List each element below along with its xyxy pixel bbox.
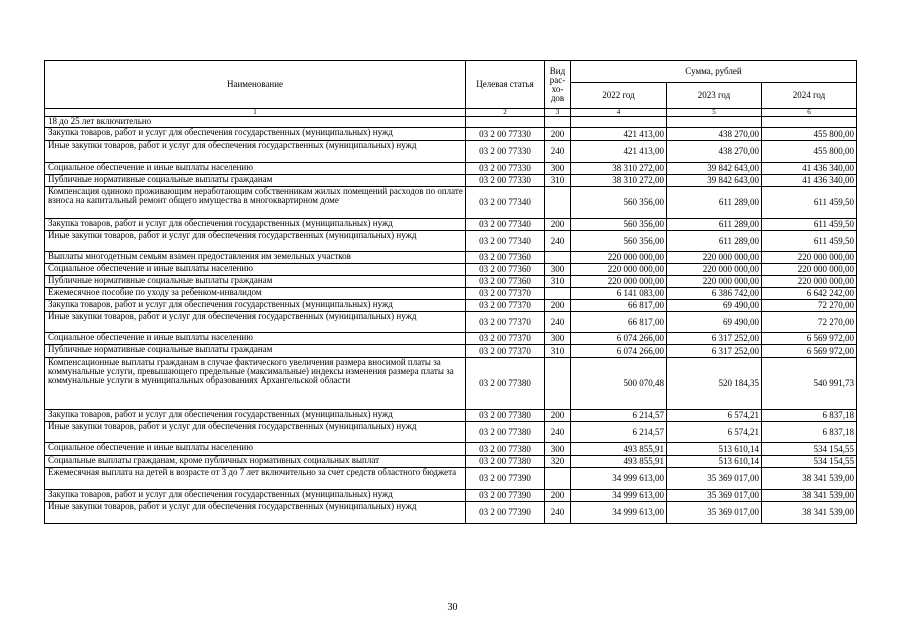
row-name: Выплаты многодетным семьям взамен предоставления им земельных участков <box>45 252 466 264</box>
row-name: 18 до 25 лет включительно <box>45 117 466 128</box>
table-row <box>45 468 857 490</box>
row-expense-type: 310 <box>545 345 571 358</box>
row-sum-2023: 6 574,21 <box>667 422 762 443</box>
row-sum-2024: 220 000 000,00 <box>762 252 857 264</box>
row-sum-2024: 38 341 539,00 <box>762 490 857 502</box>
row-name: Социальное обеспечение и иные выплаты населению <box>45 443 466 456</box>
table-row <box>45 141 857 163</box>
row-name: Публичные нормативные социальные выплаты гражданам <box>45 276 466 288</box>
row-expense-type <box>545 468 571 490</box>
row-name: Закупка товаров, работ и услуг для обеспечения государственных (муниципальных) нужд <box>45 490 466 502</box>
row-expense-type: 320 <box>545 456 571 468</box>
row-sum-2023: 6 574,21 <box>667 410 762 422</box>
row-name: Компенсация одиноко проживающим неработающим собственникам жилых помещений расходов по оплате взноса на капитальный ремонт общего имущества в многоквартирном доме <box>45 187 466 219</box>
row-sum-2024: 220 000 000,00 <box>762 264 857 276</box>
row-name: Иные закупки товаров, работ и услуг для обеспечения государственных (муниципальных) нужд <box>45 312 466 333</box>
row-sum-2022: 220 000 000,00 <box>571 264 667 276</box>
row-sum-2024: 6 837,18 <box>762 422 857 443</box>
row-expense-type <box>545 252 571 264</box>
table-row <box>45 300 857 312</box>
row-name: Социальное обеспечение и иные выплаты населению <box>45 163 466 175</box>
row-name: Ежемесячная выплата на детей в возрасте от 3 до 7 лет включительно за счет средств областного бюджета <box>45 468 466 490</box>
row-sum-2023: 513 610,14 <box>667 456 762 468</box>
row-sum-2023: 39 842 643,00 <box>667 175 762 187</box>
row-sum-2024: 72 270,00 <box>762 312 857 333</box>
column-index: 2 <box>466 109 545 117</box>
row-sum-2024: 220 000 000,00 <box>762 276 857 288</box>
row-sum-2024: 611 459,50 <box>762 231 857 252</box>
row-target-article: 03 2 00 77340 <box>466 219 545 231</box>
table-row <box>45 312 857 333</box>
row-target-article: 03 2 00 77330 <box>466 141 545 163</box>
table-row <box>45 456 857 468</box>
row-sum-2022: 6 214,57 <box>571 422 667 443</box>
row-expense-type: 200 <box>545 300 571 312</box>
column-index-row <box>45 109 857 117</box>
row-expense-type: 240 <box>545 422 571 443</box>
row-target-article: 03 2 00 77360 <box>466 264 545 276</box>
table-row <box>45 443 857 456</box>
row-expense-type: 200 <box>545 219 571 231</box>
row-sum-2022: 493 855,91 <box>571 456 667 468</box>
row-sum-2023: 611 289,00 <box>667 219 762 231</box>
table-row <box>45 502 857 524</box>
row-name: Иные закупки товаров, работ и услуг для обеспечения государственных (муниципальных) нужд <box>45 422 466 443</box>
row-expense-type: 300 <box>545 163 571 175</box>
row-sum-2022: 34 999 613,00 <box>571 490 667 502</box>
header-year-2022: 2022 год <box>571 83 667 109</box>
row-target-article: 03 2 00 77390 <box>466 468 545 490</box>
row-expense-type: 310 <box>545 175 571 187</box>
row-sum-2023 <box>667 117 762 128</box>
row-sum-2022: 560 356,00 <box>571 231 667 252</box>
column-index: 6 <box>762 109 857 117</box>
row-sum-2023: 513 610,14 <box>667 443 762 456</box>
table-row <box>45 252 857 264</box>
row-name: Закупка товаров, работ и услуг для обеспечения государственных (муниципальных) нужд <box>45 410 466 422</box>
row-target-article: 03 2 00 77330 <box>466 163 545 175</box>
table-row <box>45 175 857 187</box>
row-sum-2023: 611 289,00 <box>667 231 762 252</box>
header-target-article: Целевая статья <box>466 61 545 109</box>
row-sum-2022: 38 310 272,00 <box>571 163 667 175</box>
row-target-article: 03 2 00 77330 <box>466 175 545 187</box>
row-sum-2022: 6 074 266,00 <box>571 333 667 345</box>
row-expense-type: 240 <box>545 231 571 252</box>
row-sum-2023: 35 369 017,00 <box>667 502 762 524</box>
table-row <box>45 163 857 175</box>
row-expense-type: 310 <box>545 276 571 288</box>
row-sum-2023: 6 386 742,00 <box>667 288 762 300</box>
row-target-article: 03 2 00 77370 <box>466 345 545 358</box>
row-sum-2024: 6 837,18 <box>762 410 857 422</box>
row-sum-2022: 560 356,00 <box>571 187 667 219</box>
row-sum-2023: 220 000 000,00 <box>667 252 762 264</box>
row-sum-2024: 41 436 340,00 <box>762 175 857 187</box>
row-target-article: 03 2 00 77380 <box>466 358 545 410</box>
header-year-2023: 2023 год <box>667 83 762 109</box>
table-row <box>45 410 857 422</box>
row-sum-2022: 560 356,00 <box>571 219 667 231</box>
row-sum-2024: 41 436 340,00 <box>762 163 857 175</box>
row-expense-type <box>545 187 571 219</box>
row-sum-2023: 220 000 000,00 <box>667 264 762 276</box>
table-row <box>45 358 857 410</box>
row-sum-2024: 6 569 972,00 <box>762 345 857 358</box>
row-sum-2023: 6 317 252,00 <box>667 345 762 358</box>
column-index: 5 <box>667 109 762 117</box>
row-sum-2023: 6 317 252,00 <box>667 333 762 345</box>
row-name: Иные закупки товаров, работ и услуг для обеспечения государственных (муниципальных) нужд <box>45 502 466 524</box>
row-expense-type <box>545 117 571 128</box>
row-expense-type: 240 <box>545 502 571 524</box>
row-sum-2023: 39 842 643,00 <box>667 163 762 175</box>
row-name: Публичные нормативные социальные выплаты гражданам <box>45 175 466 187</box>
row-target-article: 03 2 00 77340 <box>466 187 545 219</box>
row-sum-2022: 6 141 083,00 <box>571 288 667 300</box>
row-target-article: 03 2 00 77390 <box>466 490 545 502</box>
row-sum-2024: 455 800,00 <box>762 141 857 163</box>
row-sum-2023: 438 270,00 <box>667 141 762 163</box>
table-body <box>45 117 857 524</box>
table-row <box>45 288 857 300</box>
row-target-article: 03 2 00 77360 <box>466 276 545 288</box>
row-name: Иные закупки товаров, работ и услуг для обеспечения государственных (муниципальных) нужд <box>45 231 466 252</box>
table-row <box>45 276 857 288</box>
row-name: Ежемесячное пособие по уходу за ребенком-инвалидом <box>45 288 466 300</box>
row-target-article: 03 2 00 77370 <box>466 333 545 345</box>
row-sum-2022: 493 855,91 <box>571 443 667 456</box>
row-name: Социальное обеспечение и иные выплаты населению <box>45 264 466 276</box>
row-sum-2024: 611 459,50 <box>762 219 857 231</box>
row-sum-2023: 69 490,00 <box>667 312 762 333</box>
row-sum-2024: 38 341 539,00 <box>762 502 857 524</box>
header-sum: Сумма, рублей <box>571 61 857 83</box>
page-number: 30 <box>447 602 458 613</box>
table-row <box>45 345 857 358</box>
row-target-article: 03 2 00 77380 <box>466 410 545 422</box>
table-row <box>45 264 857 276</box>
row-sum-2022: 66 817,00 <box>571 312 667 333</box>
row-sum-2022: 6 214,57 <box>571 410 667 422</box>
header-year-2024: 2024 год <box>762 83 857 109</box>
row-sum-2023: 220 000 000,00 <box>667 276 762 288</box>
row-target-article: 03 2 00 77370 <box>466 312 545 333</box>
row-target-article: 03 2 00 77370 <box>466 300 545 312</box>
row-sum-2023: 35 369 017,00 <box>667 490 762 502</box>
row-sum-2023: 438 270,00 <box>667 128 762 141</box>
row-expense-type: 240 <box>545 312 571 333</box>
row-sum-2022: 421 413,00 <box>571 128 667 141</box>
row-sum-2022: 421 413,00 <box>571 141 667 163</box>
row-sum-2024: 540 991,73 <box>762 358 857 410</box>
row-name: Публичные нормативные социальные выплаты гражданам <box>45 345 466 358</box>
table-header <box>45 61 857 117</box>
row-sum-2024: 6 569 972,00 <box>762 333 857 345</box>
column-index: 1 <box>45 109 466 117</box>
row-expense-type: 300 <box>545 333 571 345</box>
row-sum-2023: 35 369 017,00 <box>667 468 762 490</box>
row-sum-2022: 34 999 613,00 <box>571 502 667 524</box>
row-expense-type: 200 <box>545 410 571 422</box>
row-name: Компенсационные выплаты гражданам в случае фактического увеличения размера вносимой платы за коммунальные услуги, превышающего предельные (максимальные) индексы изменения размера платы за коммунальные услуги в муниципальных образованиях Архангельской области <box>45 358 466 410</box>
row-target-article <box>466 117 545 128</box>
row-name: Социальные выплаты гражданам, кроме публичных нормативных социальных выплат <box>45 456 466 468</box>
row-target-article: 03 2 00 77380 <box>466 422 545 443</box>
row-expense-type: 200 <box>545 490 571 502</box>
row-expense-type <box>545 358 571 410</box>
row-target-article: 03 2 00 77340 <box>466 231 545 252</box>
table-row <box>45 231 857 252</box>
row-name: Закупка товаров, работ и услуг для обеспечения государственных (муниципальных) нужд <box>45 128 466 141</box>
row-expense-type: 240 <box>545 141 571 163</box>
row-expense-type: 300 <box>545 443 571 456</box>
row-target-article: 03 2 00 77370 <box>466 288 545 300</box>
row-sum-2024: 455 800,00 <box>762 128 857 141</box>
table-row <box>45 117 857 128</box>
row-sum-2023: 69 490,00 <box>667 300 762 312</box>
row-sum-2022: 220 000 000,00 <box>571 276 667 288</box>
row-sum-2023: 520 184,35 <box>667 358 762 410</box>
row-sum-2024: 611 459,50 <box>762 187 857 219</box>
column-index: 3 <box>545 109 571 117</box>
row-target-article: 03 2 00 77380 <box>466 456 545 468</box>
row-sum-2022: 66 817,00 <box>571 300 667 312</box>
row-sum-2022: 6 074 266,00 <box>571 345 667 358</box>
column-index: 4 <box>571 109 667 117</box>
row-expense-type: 300 <box>545 264 571 276</box>
table-row <box>45 219 857 231</box>
row-name: Социальное обеспечение и иные выплаты населению <box>45 333 466 345</box>
row-sum-2024 <box>762 117 857 128</box>
row-sum-2022: 220 000 000,00 <box>571 252 667 264</box>
row-expense-type: 200 <box>545 128 571 141</box>
row-target-article: 03 2 00 77380 <box>466 443 545 456</box>
table-row <box>45 333 857 345</box>
row-sum-2024: 6 642 242,00 <box>762 288 857 300</box>
row-target-article: 03 2 00 77330 <box>466 128 545 141</box>
header-expense-type: Вид рас-хо-дов <box>545 61 571 109</box>
row-sum-2024: 534 154,55 <box>762 443 857 456</box>
row-sum-2024: 534 154,55 <box>762 456 857 468</box>
row-sum-2022: 38 310 272,00 <box>571 175 667 187</box>
table-row <box>45 422 857 443</box>
table-row <box>45 128 857 141</box>
row-sum-2024: 38 341 539,00 <box>762 468 857 490</box>
table-row <box>45 490 857 502</box>
row-name: Закупка товаров, работ и услуг для обеспечения государственных (муниципальных) нужд <box>45 219 466 231</box>
row-sum-2022 <box>571 117 667 128</box>
table-row <box>45 187 857 219</box>
row-sum-2022: 500 070,48 <box>571 358 667 410</box>
row-sum-2023: 611 289,00 <box>667 187 762 219</box>
row-target-article: 03 2 00 77390 <box>466 502 545 524</box>
row-target-article: 03 2 00 77360 <box>466 252 545 264</box>
header-name: Наименование <box>45 61 466 109</box>
row-sum-2024: 72 270,00 <box>762 300 857 312</box>
row-sum-2022: 34 999 613,00 <box>571 468 667 490</box>
row-name: Иные закупки товаров, работ и услуг для обеспечения государственных (муниципальных) нужд <box>45 141 466 163</box>
budget-table <box>44 60 857 524</box>
row-expense-type <box>545 288 571 300</box>
budget-document-page <box>44 60 856 524</box>
row-name: Закупка товаров, работ и услуг для обеспечения государственных (муниципальных) нужд <box>45 300 466 312</box>
